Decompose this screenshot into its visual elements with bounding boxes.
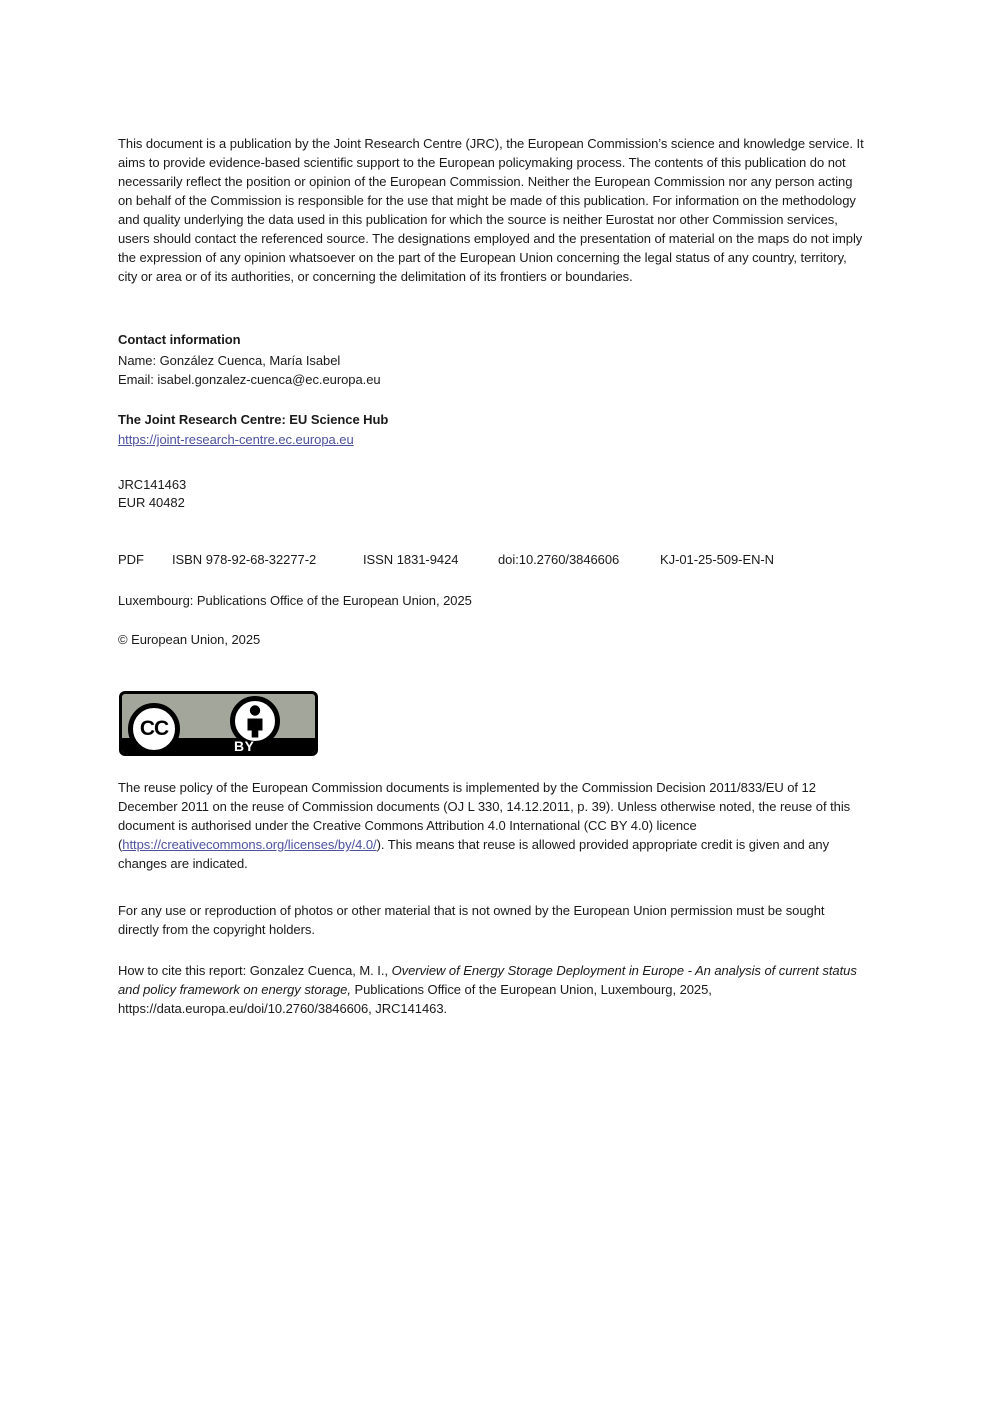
eur-number: EUR 40482: [118, 495, 185, 510]
photo-permission-text: For any use or reproduction of photos or other material that is not owned by the European Union permission must be sought directly from the copyright holders.: [118, 903, 825, 937]
contact-email: Email: isabel.gonzalez-cuenca@ec.europa.eu: [118, 372, 381, 387]
reuse-policy-part2: ). This means that reuse is allowed provided appropriate credit is given and any changes are indicated.: [118, 837, 830, 871]
copyright-notice: © European Union, 2025: [118, 632, 261, 647]
citation-suffix: Publications Office of the European Union, Luxembourg, 2025, https://data.europa.eu/doi/10.2760/3846606, JRC141463.: [118, 982, 712, 1016]
disclaimer-text: This document is a publication by the Joint Research Centre (JRC), the European Commission’s science and knowledge service. It aims to provide evidence-based scientific support to the European policymaking process. The contents of this publication do not necessarily reflect the position or opinion of the European Commission. Neither the European Commission nor any person acting on behalf of the Commission is responsible for the use that might be made of this publication. For information on the methodology and quality underlying the data used in this publication for which the source is neither Eurostat nor other Commission services, users should contact the referenced source. The designations employed and the presentation of material on the maps do not imply the expression of any opinion whatsoever on the part of the European Union concerning the legal status of any country, territory, city or area or of its authorities, or concerning the delimitation of its frontiers or boundaries.: [118, 136, 864, 284]
cc-by-badge: [119, 691, 318, 756]
reuse-policy-part1: The reuse policy of the European Commission documents is implemented by the Commission Decision 2011/833/EU of 12 December 2011 on the reuse of Commission documents (OJ L 330, 14.12.2011, p. 39). Unless otherwise noted, the reuse of this document is authorised under the Creative Commons Attribution 4.0 International (CC BY 4.0) licence (: [118, 780, 851, 852]
cc-icon: [128, 703, 180, 755]
doi-value: doi:10.2760/3846606: [498, 552, 620, 567]
issn-value: ISSN 1831-9424: [363, 552, 459, 567]
by-label: BY: [234, 738, 255, 754]
publication-place: Luxembourg: Publications Office of the European Union, 2025: [118, 593, 472, 608]
format-label: PDF: [118, 552, 144, 567]
citation-report-title: Overview of Energy Storage Deployment in Europe - An analysis of current status and policy framework on energy storage,: [118, 963, 857, 997]
citation-prefix: How to cite this report: Gonzalez Cuenca, M. I.,: [118, 963, 392, 978]
isbn-value: ISBN 978-92-68-32277-2: [172, 552, 317, 567]
contact-heading: Contact information: [118, 332, 241, 347]
publication-id-row: [118, 550, 866, 569]
reuse-policy-text: [118, 778, 866, 873]
contact-name: Name: González Cuenca, María Isabel: [118, 353, 341, 368]
jrc-number: JRC141463: [118, 477, 187, 492]
cc-licence-link[interactable]: https://creativecommons.org/licenses/by/4.0/: [122, 837, 377, 852]
citation-text: [118, 961, 866, 1018]
jrc-hub-link[interactable]: https://joint-research-centre.ec.europa.eu: [118, 432, 354, 447]
catalogue-number: KJ-01-25-509-EN-N: [660, 552, 775, 567]
jrc-hub-heading: The Joint Research Centre: EU Science Hub: [118, 412, 389, 427]
cc-icon-letters: CC: [139, 717, 169, 740]
